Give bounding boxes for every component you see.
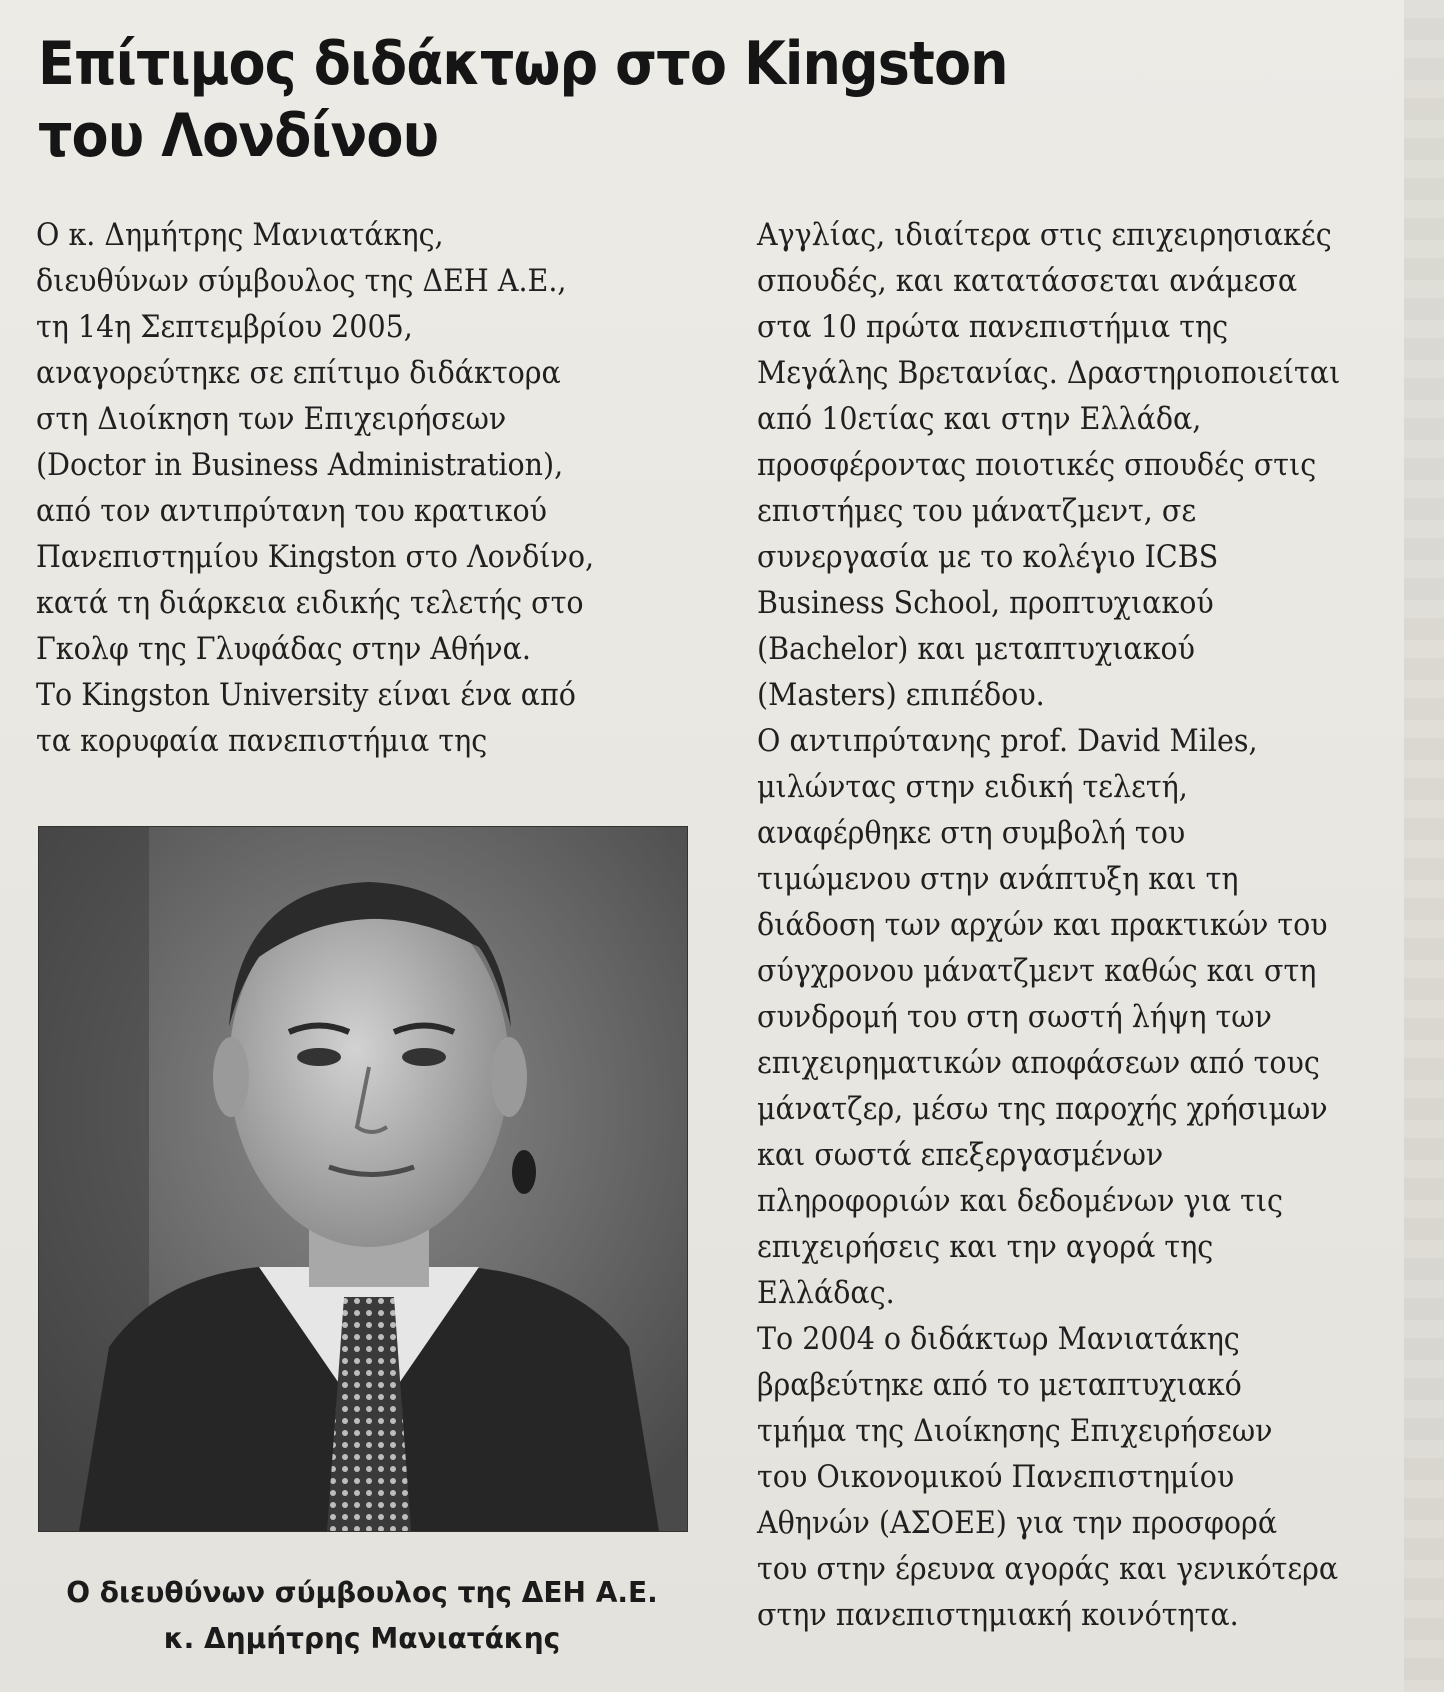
caption-line-1: Ο διευθύνων σύμβουλος της ΔΕΗ Α.Ε. [66,1576,658,1609]
article-text-line: (Masters) επιπέδου. [757,677,1045,713]
article-text-line: κατά τη διάρκεια ειδικής τελετής στο [36,585,584,621]
article-text-line: τη 14η Σεπτεμβρίου 2005, [36,309,413,345]
article-text-line: βραβεύτηκε από το μεταπτυχιακό [757,1367,1242,1403]
photo-caption [38,1570,686,1662]
article-right-column [757,212,1437,1638]
article-text-line: επιχειρηματικών αποφάσεων από τους [757,1045,1320,1081]
article-text-line: διευθύνων σύμβουλος της ΔΕΗ Α.Ε., [36,263,567,299]
article-text-line: σπουδές, και κατατάσσεται ανάμεσα [757,263,1298,299]
article-text-line: του στην έρευνα αγοράς και γενικότερα [757,1551,1339,1587]
article-text-line: Πανεπιστημίου Kingston στο Λονδίνο, [36,539,595,575]
article-text-line: αναφέρθηκε στη συμβολή του [757,815,1186,851]
article-text-line: στα 10 πρώτα πανεπιστήμια της [757,309,1229,345]
article-text-line: τα κορυφαία πανεπιστήμια της [36,723,488,759]
headline-line-2: του Λονδίνου [38,101,439,171]
article-text-line: τιμώμενου στην ανάπτυξη και τη [757,861,1239,897]
portrait-photo [38,826,688,1532]
article-text-line: από 10ετίας και στην Ελλάδα, [757,401,1202,437]
article-text-line: και σωστά επεξεργασμένων [757,1137,1164,1173]
article-text-line: σύγχρονου μάνατζμεντ καθώς και στη [757,953,1317,989]
article-text-line: επιχειρήσεις και την αγορά της [757,1229,1214,1265]
article-text-line: Ο κ. Δημήτρης Μανιατάκης, [36,217,444,253]
article-text-line: συνεργασία με το κολέγιο ICBS [757,539,1219,575]
article-headline [38,28,1008,172]
article-text-line: Το Kingston University είναι ένα από [36,677,576,713]
headline-line-1: Επίτιμος διδάκτωρ στο Kingston [38,29,1008,99]
article-left-column [36,212,696,764]
article-text-line: Γκολφ της Γλυφάδας στην Αθήνα. [36,631,531,667]
article-text-line: στη Διοίκηση των Επιχειρήσεων [36,401,507,437]
article-text-line: Αθηνών (ΑΣΟΕΕ) για την προσφορά [757,1505,1278,1541]
article-text-line: συνδρομή του στη σωστή λήψη των [757,999,1272,1035]
article-text-line: προσφέροντας ποιοτικές σπουδές στις [757,447,1317,483]
article-text-line: μιλώντας στην ειδική τελετή, [757,769,1188,805]
article-text-line: Ο αντιπρύτανης prof. David Miles, [757,723,1258,759]
portrait-illustration [39,827,687,1531]
article-text-line: στην πανεπιστημιακή κοινότητα. [757,1597,1239,1633]
article-text-line: Business School, προπτυχιακού [757,585,1214,621]
article-text-line: Το 2004 ο διδάκτωρ Μανιατάκης [757,1321,1240,1357]
article-text-line: (Doctor in Business Administration), [36,447,564,483]
article-text-line: επιστήμες του μάνατζμεντ, σε [757,493,1197,529]
article-text-line: διάδοση των αρχών και πρακτικών του [757,907,1328,943]
article-text-line: (Bachelor) και μεταπτυχιακού [757,631,1196,667]
article-text-line: πληροφοριών και δεδομένων για τις [757,1183,1284,1219]
article-text-line: μάνατζερ, μέσω της παροχής χρήσιμων [757,1091,1328,1127]
article-text-line: Μεγάλης Βρετανίας. Δραστηριοποιείται [757,355,1341,391]
caption-line-2: κ. Δημήτρης Μανιατάκης [163,1622,561,1655]
article-text-line: του Οικονομικού Πανεπιστημίου [757,1459,1235,1495]
article-text-line: Αγγλίας, ιδιαίτερα στις επιχειρησιακές [757,217,1332,253]
article-text-line: αναγορεύτηκε σε επίτιμο διδάκτορα [36,355,561,391]
article-text-line: από τον αντιπρύτανη του κρατικού [36,493,548,529]
article-text-line: Ελλάδας. [757,1275,895,1311]
article-text-line: τμήμα της Διοίκησης Επιχειρήσεων [757,1413,1273,1449]
